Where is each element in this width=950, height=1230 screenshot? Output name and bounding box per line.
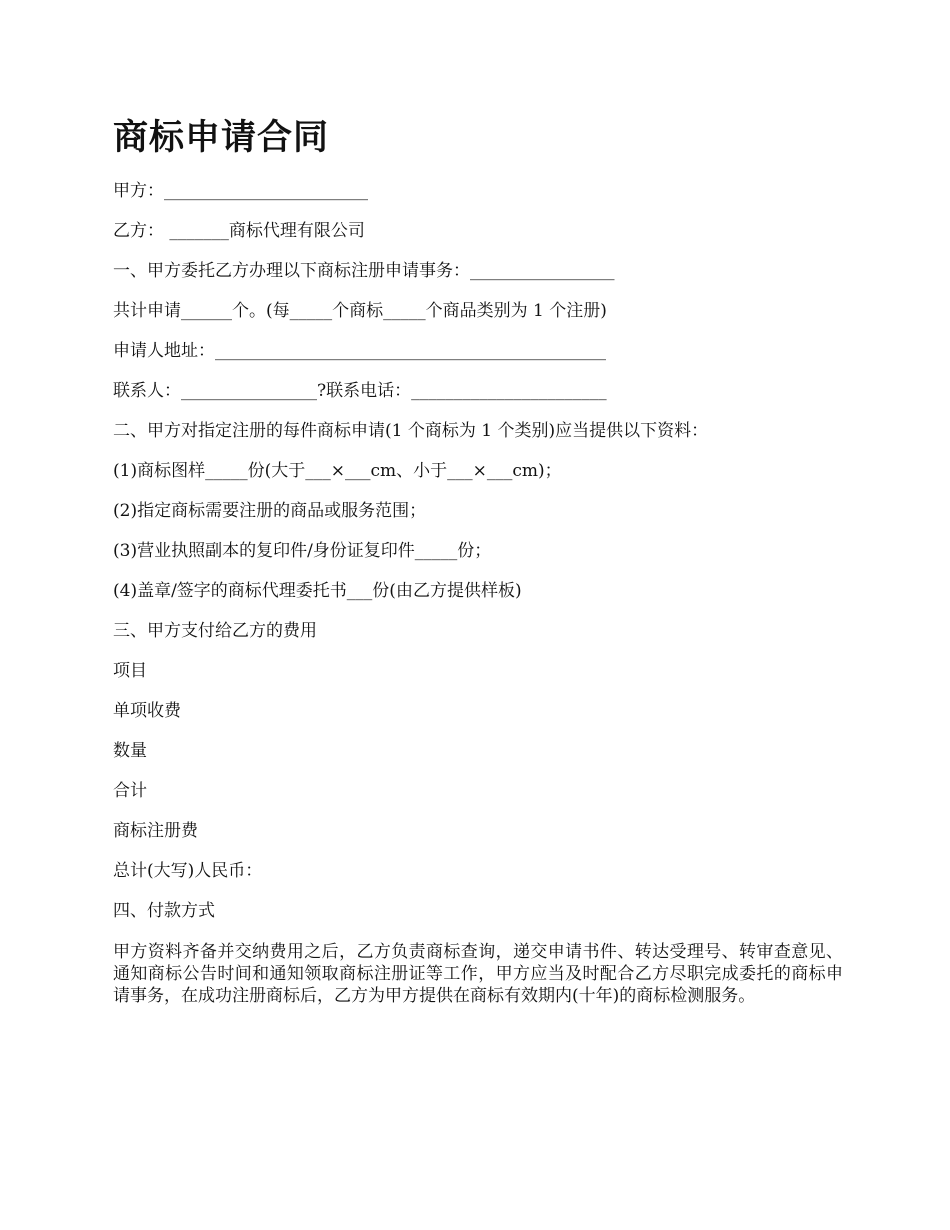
material-item-4: (4)盖章/签字的商标代理委托书___份(由乙方提供样板) <box>113 581 522 601</box>
section-1-heading: 一、甲方委托乙方办理以下商标注册申请事务：_________________ <box>113 261 615 281</box>
fee-header-unit-price: 单项收费 <box>113 701 181 721</box>
fee-header-total: 合计 <box>113 781 147 801</box>
section-2-heading: 二、甲方对指定注册的每件商标申请(1 个商标为 1 个类别)应当提供以下资料： <box>113 421 709 441</box>
material-item-3: (3)营业执照副本的复印件/身份证复印件_____份； <box>113 541 492 561</box>
application-count-line: 共计申请______个。(每_____个商标_____个商品类别为 1 个注册) <box>113 301 607 321</box>
applicant-address-line: 申请人地址：______________________________________________ <box>113 341 606 361</box>
document-page <box>113 118 843 1007</box>
fee-header-item: 项目 <box>113 661 147 681</box>
party-b-line: 乙方： _______商标代理有限公司 <box>113 221 365 241</box>
fee-row-registration: 商标注册费 <box>113 821 198 841</box>
section-4-heading: 四、付款方式 <box>113 901 215 921</box>
fee-grand-total: 总计(大写)人民币： <box>113 861 263 881</box>
fee-header-quantity: 数量 <box>113 741 147 761</box>
party-a-line: 甲方：________________________ <box>113 181 368 201</box>
document-title: 商标申请合同 <box>113 118 330 158</box>
section-3-heading: 三、甲方支付给乙方的费用 <box>113 621 317 641</box>
contact-line: 联系人：________________?联系电话：_______________________ <box>113 381 607 401</box>
material-item-1: (1)商标图样_____份(大于___×___cm、小于___×___cm)； <box>113 461 562 481</box>
payment-terms-paragraph: 甲方资料齐备并交纳费用之后，乙方负责商标查询，递交申请书件、转达受理号、转审查意见、通知商标公告时间和通知领取商标注册证等工作，甲方应当及时配合乙方尽职完成委托的商标申请事务，在成功注册商标后，乙方为甲方提供在商标有效期内(十年)的商标检测服务。 <box>113 942 843 1006</box>
material-item-2: (2)指定商标需要注册的商品或服务范围； <box>113 501 427 521</box>
